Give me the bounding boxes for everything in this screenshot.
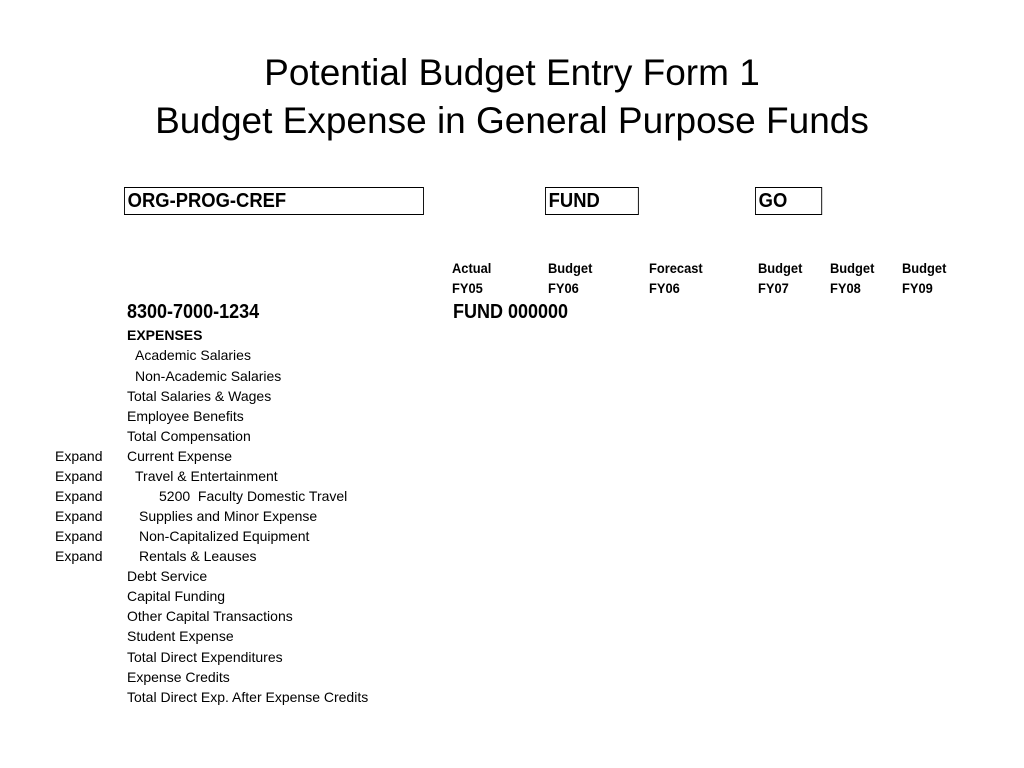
column-header-line1: Budget (758, 260, 803, 276)
row-expenses-header: EXPENSES (127, 327, 203, 343)
expand-link-faculty-domestic-travel[interactable]: Expand (55, 488, 103, 504)
column-header-line2: FY09 (902, 280, 933, 296)
column-header-line2: FY06 (548, 280, 579, 296)
expand-link-current-expense[interactable]: Expand (55, 448, 103, 464)
account-code: 8300-7000-1234 (127, 301, 260, 323)
column-header-budget-fy06 (548, 258, 592, 298)
page-title: Potential Budget Entry Form 1 (264, 52, 760, 93)
row-faculty-domestic-travel: 5200 Faculty Domestic Travel (159, 488, 348, 504)
row-employee-benefits: Employee Benefits (127, 408, 244, 424)
org-prog-cref-field[interactable]: ORG-PROG-CREF (124, 187, 424, 215)
column-header-actual-fy05 (452, 258, 491, 298)
column-header-line2: FY05 (452, 280, 483, 296)
page-subtitle: Budget Expense in General Purpose Funds (155, 100, 869, 141)
expand-link-rentals-leases[interactable]: Expand (55, 548, 103, 564)
row-academic-salaries: Academic Salaries (135, 347, 251, 363)
column-header-line2: FY08 (830, 280, 861, 296)
row-other-capital-transactions: Other Capital Transactions (127, 608, 293, 624)
row-current-expense: Current Expense (127, 448, 233, 464)
row-total-compensation: Total Compensation (127, 428, 251, 444)
expand-link-travel-entertainment[interactable]: Expand (55, 468, 103, 484)
account-fund: FUND 000000 (453, 301, 569, 323)
column-header-line1: Budget (548, 260, 593, 276)
row-total-direct-expenditures: Total Direct Expenditures (127, 649, 283, 665)
row-non-academic-salaries: Non-Academic Salaries (135, 368, 282, 384)
fund-field[interactable]: FUND (545, 187, 639, 215)
row-rentals-leases: Rentals & Leauses (139, 548, 257, 564)
column-header-line1: Budget (830, 260, 875, 276)
row-total-direct-exp-after-credits: Total Direct Exp. After Expense Credits (127, 689, 369, 705)
go-field[interactable]: GO (755, 187, 822, 215)
row-travel-entertainment: Travel & Entertainment (135, 468, 278, 484)
row-expense-credits: Expense Credits (127, 669, 230, 685)
row-debt-service: Debt Service (127, 568, 208, 584)
column-header-line1: Forecast (649, 260, 703, 276)
column-header-budget-fy09 (902, 258, 946, 298)
column-header-line1: Budget (902, 260, 947, 276)
column-header-forecast-fy06 (649, 258, 703, 298)
row-student-expense: Student Expense (127, 628, 234, 644)
column-header-line2: FY06 (649, 280, 680, 296)
row-total-salaries-wages: Total Salaries & Wages (127, 388, 272, 404)
column-header-budget-fy08 (830, 258, 874, 298)
row-capital-funding: Capital Funding (127, 588, 226, 604)
column-header-budget-fy07 (758, 258, 802, 298)
column-header-line1: Actual (452, 260, 492, 276)
expand-link-supplies-minor-expense[interactable]: Expand (55, 508, 103, 524)
expand-link-non-capitalized-equipment[interactable]: Expand (55, 528, 103, 544)
row-supplies-minor-expense: Supplies and Minor Expense (139, 508, 318, 524)
row-non-capitalized-equipment: Non-Capitalized Equipment (139, 528, 310, 544)
column-header-line2: FY07 (758, 280, 789, 296)
